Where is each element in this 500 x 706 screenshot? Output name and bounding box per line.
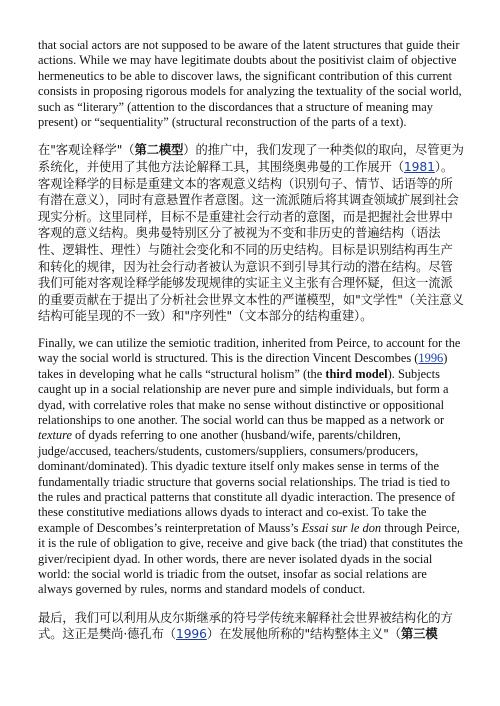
- citation-link-1981[interactable]: 1981: [403, 160, 435, 175]
- paragraph-text: Finally, we can utilize the semiotic tradition, inherited from Peirce, to account for the way the social world is structured. This is the direction Vincent Descombes (: [38, 335, 461, 366]
- citation-link-1996[interactable]: 1996: [175, 627, 207, 642]
- english-paragraph-1: [38, 38, 464, 130]
- paragraph-text: 最后，我们可以利用从皮尔斯继承的符号学传统来解释社会世界被结构化的方式。这正是樊尚·德孔布（: [38, 610, 453, 642]
- chinese-paragraph-2: [38, 610, 464, 643]
- model-label-bold: 第三模: [400, 627, 438, 642]
- citation-link-1996[interactable]: 1996: [418, 351, 444, 366]
- chinese-paragraph-1: [38, 142, 464, 325]
- document-page: [38, 38, 464, 643]
- model-label-bold: 第二模型: [134, 143, 184, 158]
- paragraph-text: through Peirce, it is the rule of obligation to give, receive and give back (the triad) that constitutes the giver/recipient dyad. In other words, there are never isolated dyads in the social world: the social world is triadic from the outset, insofar as social relations are always governed by rules, norms and standard models of conduct.: [38, 520, 463, 597]
- paragraph-text: of dyads referring to one another (husband/wife, parents/children, judge/accused, teachers/students, customers/suppliers, consumers/producers, dominant/dominated). This dyadic texture itself only makes sense in terms of the fundamentally triadic structure that governs social relationships. The triad is tied to the rules and practical patterns that constitute all dyadic interaction. The presence of these constitutive mediations allows dyads to interact and co-exist. To take the example of Descombes’s reinterpretation of Mauss’s: [38, 428, 456, 535]
- paragraph-text: 在"客观诠释学"（: [38, 143, 135, 158]
- paragraph-text: ）在发展他所称的"结构整体主义"（: [206, 627, 401, 642]
- model-label-bold: third model: [325, 366, 388, 381]
- paragraph-text: ). Subjects caught up in a social relationship are never pure and simple individuals, but form a dyad, with correlative roles that make no sense without distinctive or oppositional relationships to one another. The social world can thus be mapped as a network or: [38, 366, 449, 427]
- paragraph-text: that social actors are not supposed to be aware of the latent structures that guide their actions. While we may have legitimate doubts about the positivist claim of objective hermeneutics to be able to discover laws, the significant contribution of this current consists in proposing rigorous models for analyzing the textuality of the social world, such as “literary” (attention to the discordances that a structure of meaning may present) or “sequentiality” (structural reconstruction of the parts of a text).: [38, 38, 462, 130]
- paragraph-text: ）的推广中，我们发现了一种类似的取向，尽管更为系统化，并使用了其他方法论解释工具，其围绕奥弗曼的工作展开（: [38, 143, 464, 175]
- paragraph-text: ) takes in developing what he calls “structural holism” (the: [38, 351, 448, 381]
- paragraph-text: ）。客观诠释学的目标是重建文本的客观意义结构（识别句子、情节、话语等的所有潜在意义），同时有意悬置作者意图。这一流派随后将其调查领域扩展到社会现实分析。这里同样，目标不是重建社会行动者的意图，而是把握社会世界中客观的意义结构。奥弗曼特别区分了被视为不变和非历史的普遍结构（语法性、逻辑性、理性）与随社会变化和不同的历史结构。目标是识别结构再生产和转化的规律，因为社会行动者被认为意识不到引导其行动的潜在结构。尽管我们可能对客观诠释学能够发现规律的实证主义主张有合理怀疑，但这一流派的重要贡献在于提出了分析社会世界文本性的严谨模型，如"文学性"（关注意义结构可能呈现的不一致）和"序列性"（文本部分的结构重建）。: [38, 160, 464, 324]
- italic-book-title: Essai sur le don: [301, 520, 382, 535]
- italic-term: texture: [38, 428, 72, 443]
- english-paragraph-2: [38, 336, 464, 598]
